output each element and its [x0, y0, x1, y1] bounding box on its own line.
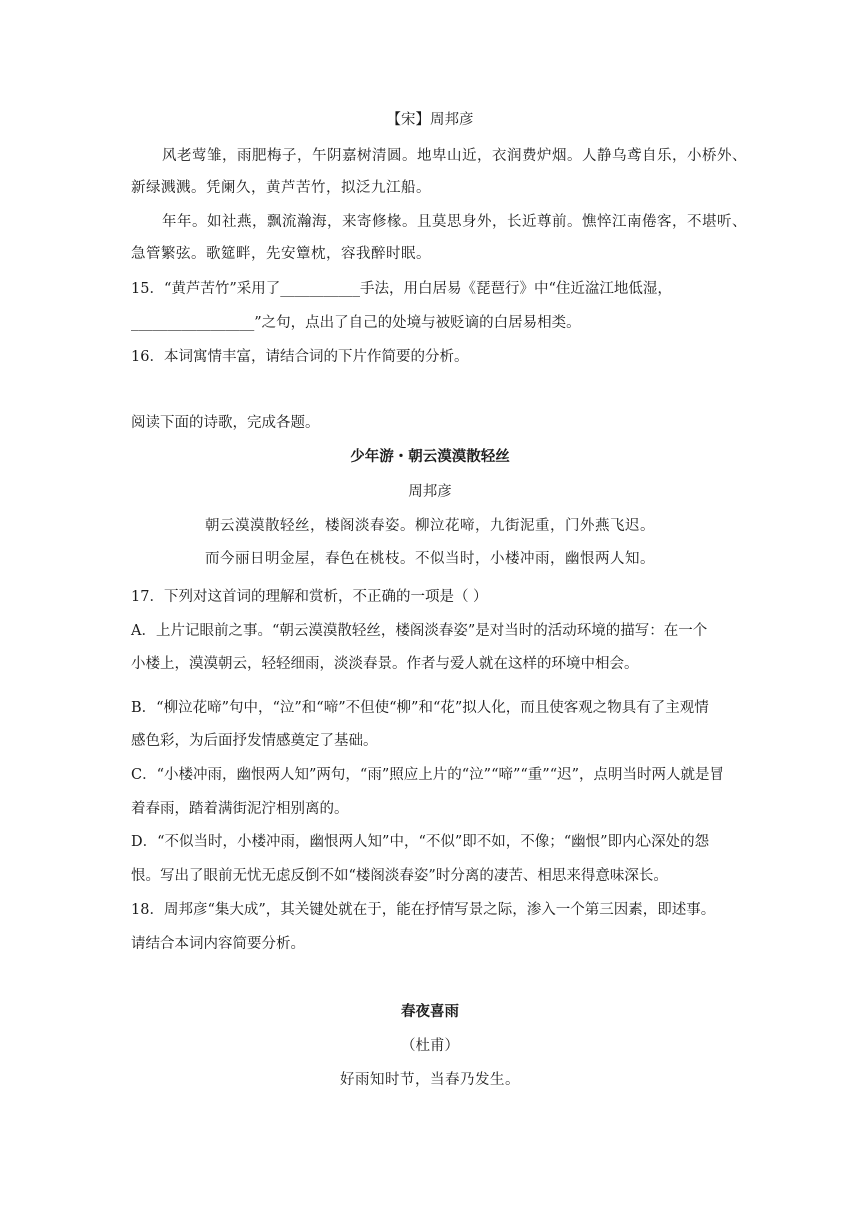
poem3-line1: 好雨知时节，当春乃发生。	[340, 1072, 520, 1088]
poem3-title: 春夜喜雨	[401, 1003, 459, 1020]
reading-instruction: 阅读下面的诗歌，完成各题。	[131, 415, 320, 431]
option-b-line2: 感色彩，为后面抒发情感奠定了基础。	[131, 733, 378, 749]
poem1-stanza1-line2: 新绿溅溅。凭阑久，黄芦苦竹，拟泛九江船。	[131, 180, 431, 196]
poem1-stanza1-line1: 风老莺雏，雨肥梅子，午阴嘉树清圆。地卑山近，衣润费炉烟。人静乌鸢自乐，小桥外、	[162, 148, 747, 164]
poem1-stanza2-line1: 年年。如社燕，飘流瀚海，来寄修椽。且莫思身外，长近尊前。憔悴江南倦客，不堪听、	[162, 214, 747, 230]
option-c-line1: C．“小楼冲雨，幽恨两人知”两句，“雨”照应上片的“泣”“啼”“重”“迟”，点明当时两人就是冒	[131, 767, 725, 783]
option-c-line2: 着春雨，踏着满街泥泞相别离的。	[131, 801, 349, 817]
option-a-line2: 小楼上，漠漠朝云，轻轻细雨，淡淡春景。作者与爱人就在这样的环境中相会。	[131, 656, 639, 672]
option-b-line1: B．“柳泣花啼”句中，“泣”和“啼”不但使“柳”和“花”拟人化，而且使客观之物具有了主观情	[131, 700, 709, 716]
option-d-line2: 恨。写出了眼前无忧无虑反倒不如“楼阁淡春姿”时分离的凄苦、相思来得意味深长。	[131, 868, 668, 884]
question-15-line1: 15．“黄芦苦竹”采用了___________手法，用白居易《琵琶行》中“住近湓江地低湿，	[131, 281, 672, 297]
poem2-line1: 朝云漠漠散轻丝，楼阁淡春姿。柳泣花啼，九街泥重，门外燕飞迟。	[205, 518, 655, 534]
poem1-stanza2-line2: 急管繁弦。歌筵畔，先安簟枕，容我醉时眠。	[131, 246, 431, 262]
question-18-line1: 18．周邦彦“集大成”，其关键处就在于，能在抒情写景之际，渗入一个第三因素，即述事。	[131, 902, 716, 918]
option-a-line1: A．上片记眼前之事。“朝云漠漠散轻丝，楼阁淡春姿”是对当时的活动环境的描写：在一个	[131, 623, 708, 639]
poem2-title: 少年游・朝云漠漠散轻丝	[350, 448, 510, 465]
question-18-line2: 请结合本词内容简要分析。	[131, 936, 305, 952]
poem2-line2: 而今丽日明金屋，春色在桃枝。不似当时，小楼冲雨，幽恨两人知。	[205, 551, 655, 567]
question-17-stem: 17．下列对这首词的理解和赏析，不正确的一项是（ ）	[131, 589, 488, 605]
question-16: 16．本词寓情丰富，请结合词的下片作简要的分析。	[131, 349, 469, 365]
option-d-line1: D．“不似当时，小楼冲雨，幽恨两人知”中，“不似”即不如，不像；“幽恨”即内心深处的怨	[131, 834, 710, 850]
question-15-line2: _________________”之句，点出了自己的处境与被贬谪的白居易相类。	[131, 315, 581, 331]
poem2-author: 周邦彦	[408, 484, 452, 500]
poem1-author: 【宋】周邦彦	[386, 112, 474, 128]
poem3-author: （杜甫）	[401, 1038, 459, 1054]
